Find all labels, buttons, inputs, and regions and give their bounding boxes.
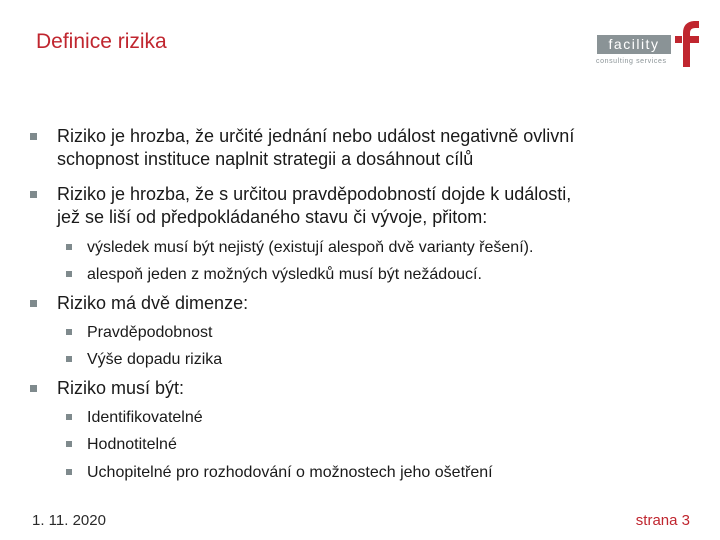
bullet-square-icon (66, 356, 72, 362)
slide-title: Definice rizika (36, 30, 167, 53)
sub-bullet-item (87, 435, 177, 455)
bullet-text: Uchopitelné pro rozhodování o možnostech jeho ošetření (87, 464, 493, 481)
bullet-square-icon (66, 414, 72, 420)
sub-bullet-item (87, 238, 533, 258)
bullet-text: Identifikovatelné (87, 409, 203, 426)
bullet-square-icon (66, 329, 72, 335)
sub-bullet-item (87, 408, 203, 428)
sub-bullet-item (87, 265, 482, 285)
footer-page-number: strana 3 (635, 512, 690, 529)
sub-bullet-item (87, 350, 222, 370)
bullet-continuation (57, 206, 487, 229)
bullet-square-icon (30, 385, 37, 392)
bullet-continuation (57, 148, 473, 171)
bullet-square-icon (66, 244, 72, 250)
bullet-square-icon (66, 469, 72, 475)
bullet-text: výsledek musí být nejistý (existují alespoň dvě varianty řešení). (87, 239, 534, 256)
bullet-square-icon (30, 300, 37, 307)
logo-tagline: consulting services (596, 58, 667, 65)
bullet-text: alespoň jeden z možných výsledků musí být nežádoucí. (87, 266, 482, 283)
bullet-text: Výše dopadu rizika (87, 351, 223, 368)
bullet-item (57, 292, 248, 315)
logo-wordmark: facility (597, 35, 671, 54)
sub-bullet-item (87, 323, 212, 343)
bullet-text: Riziko je hrozba, že určité jednání nebo událost negativně ovlivní (57, 126, 575, 146)
sub-bullet-item (87, 463, 493, 483)
bullet-square-icon (30, 133, 37, 140)
bullet-text: jež se liší od předpokládaného stavu či vývoje, přitom: (57, 207, 488, 227)
bullet-text: Riziko má dvě dimenze: (57, 293, 249, 313)
bullet-text: Hodnotitelné (87, 436, 177, 453)
bullet-item (57, 183, 571, 206)
bullet-square-icon (66, 271, 72, 277)
bullet-square-icon (30, 191, 37, 198)
bullet-square-icon (66, 441, 72, 447)
footer-date: 1. 11. 2020 (32, 512, 106, 529)
bullet-item (57, 377, 184, 400)
bullet-text: Pravděpodobnost (87, 324, 213, 341)
bullet-text: Riziko musí být: (57, 378, 185, 398)
bullet-item (57, 125, 574, 148)
bullet-text: schopnost instituce naplnit strategii a dosáhnout cílů (57, 149, 474, 169)
bullet-text: Riziko je hrozba, že s určitou pravděpodobností dojde k události, (57, 184, 572, 204)
